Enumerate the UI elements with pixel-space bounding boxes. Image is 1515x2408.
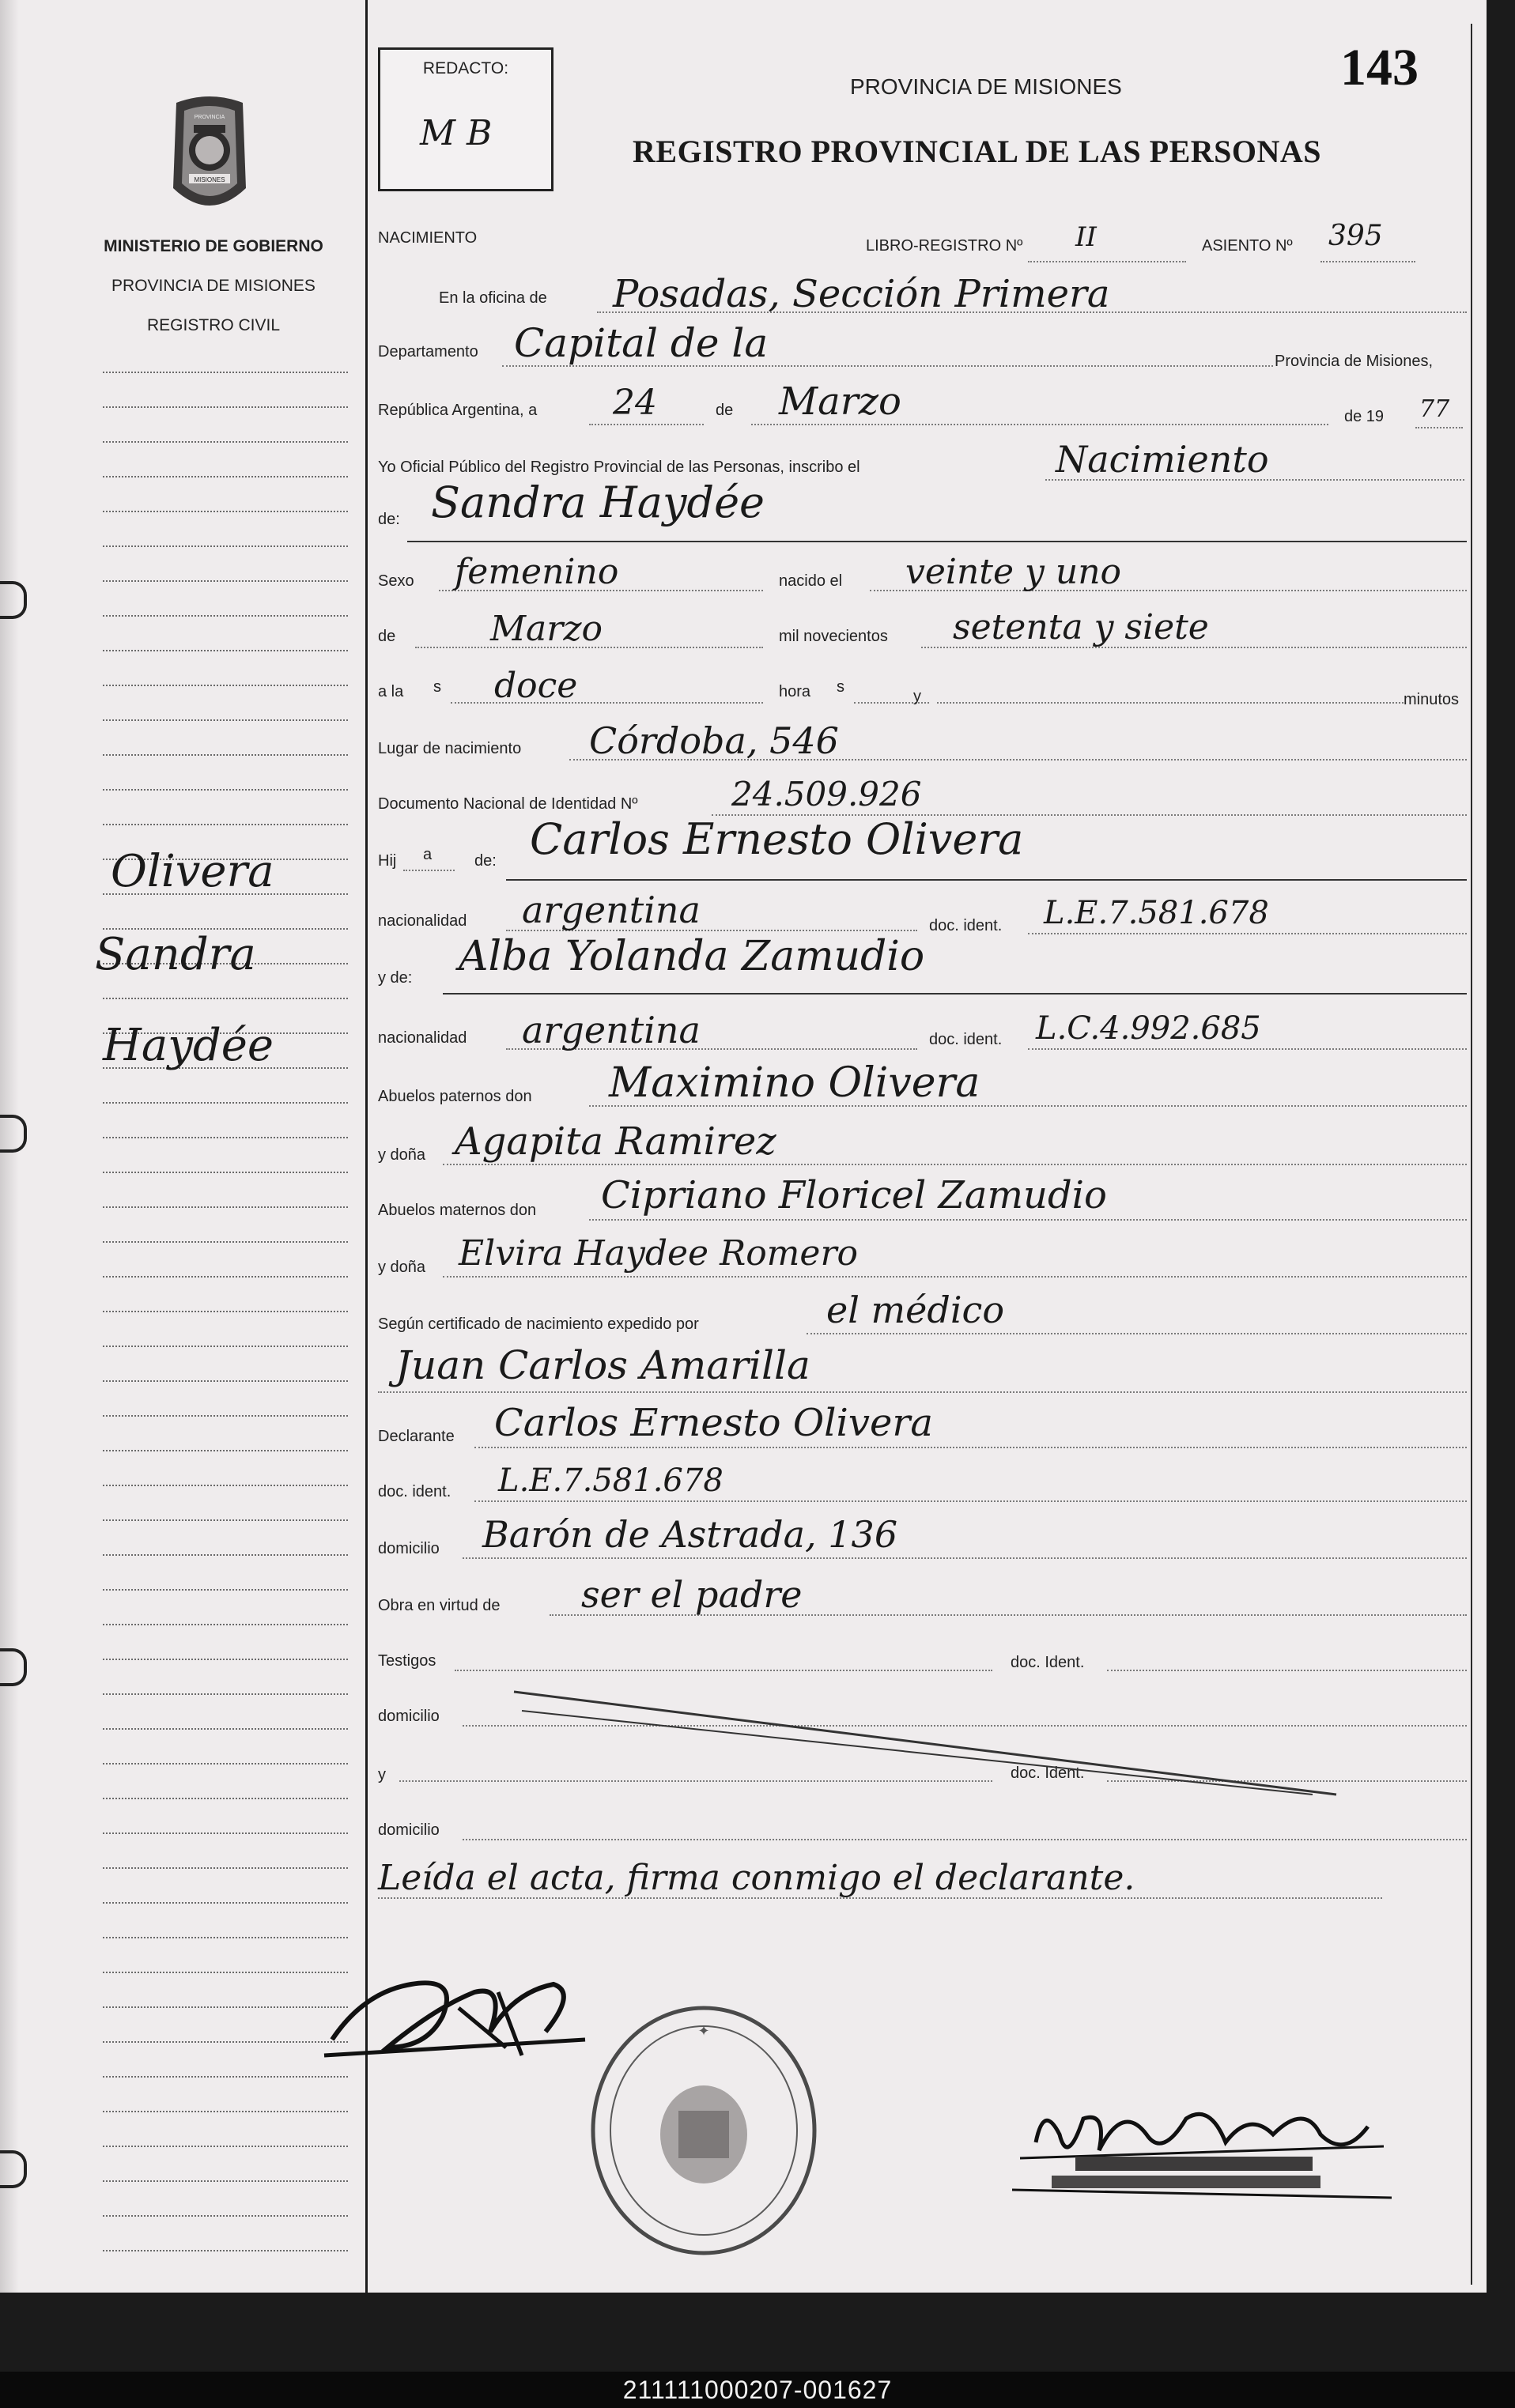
field-label: de 19 [1344, 408, 1385, 425]
handwritten-entry: Agapita Ramirez [455, 1119, 776, 1164]
ruled-line [103, 1867, 348, 1869]
ruled-line [103, 580, 348, 582]
handwritten-entry: Juan Carlos Amarilla [395, 1342, 810, 1388]
field-label: s [433, 678, 441, 696]
field-label: nacido el [779, 572, 843, 590]
ruled-line [103, 372, 348, 373]
document-title: REGISTRO PROVINCIAL DE LAS PERSONAS [633, 134, 1322, 169]
field-label: s [837, 678, 844, 696]
ruled-line [103, 1937, 348, 1938]
field-label: Sexo [378, 572, 414, 590]
field-label: y doña [378, 1259, 426, 1276]
ruled-line [103, 1450, 348, 1451]
ruled-line [103, 1206, 348, 1208]
handwritten-entry: Alba Yolanda Zamudio [459, 933, 925, 980]
field-label: República Argentina, a [378, 402, 538, 419]
dotted-fill-line [1028, 261, 1186, 262]
dotted-fill-line [937, 702, 1404, 704]
field-label: nacionalidad [378, 1029, 467, 1047]
ruled-line [103, 2250, 348, 2251]
handwritten-entry: Córdoba, 546 [589, 719, 839, 762]
ruled-line [103, 2215, 348, 2217]
closing-statement: Leída el acta, firma conmigo el declarante. [378, 1858, 1135, 1898]
dotted-fill-line [1320, 261, 1415, 262]
ruled-line [103, 1798, 348, 1799]
handwritten-entry: el médico [826, 1289, 1005, 1331]
handwritten-entry: 24.509.926 [731, 775, 922, 813]
field-label: doc. ident. [929, 1031, 1003, 1048]
ruled-line [103, 2041, 348, 2043]
ruled-line [103, 615, 348, 617]
dotted-fill-line [463, 1557, 1467, 1559]
ruled-line [103, 1241, 348, 1243]
field-label: domicilio [378, 1708, 440, 1725]
field-label: doc. Ident. [1011, 1654, 1085, 1671]
field-label: y de: [378, 969, 413, 987]
handwritten-entry: 77 [1419, 395, 1450, 423]
solid-fill-line [407, 541, 1467, 542]
ruled-line [103, 511, 348, 512]
handwritten-entry: Sandra Haydée [431, 477, 765, 527]
handwritten-entry: Posadas, Sección Primera [613, 272, 1110, 316]
ruled-line [103, 2076, 348, 2078]
ruled-line [103, 754, 348, 756]
field-label: Provincia de Misiones, [1275, 353, 1434, 370]
field-label: minutos [1404, 691, 1460, 708]
dotted-fill-line [378, 1391, 1467, 1393]
field-label: mil novecientos [779, 628, 888, 645]
field-label: a [423, 846, 433, 863]
dotted-fill-line [807, 1333, 1467, 1334]
ruled-line [103, 650, 348, 651]
dotted-fill-line [1028, 933, 1467, 934]
ruled-line [103, 1172, 348, 1173]
provincial-emblem [162, 93, 257, 220]
field-label: doc. ident. [378, 1483, 451, 1500]
dotted-fill-line [1415, 427, 1463, 428]
ruled-line [103, 1659, 348, 1660]
handwritten-entry: femenino [455, 552, 619, 592]
handwritten-entry: Marzo [490, 609, 603, 649]
dotted-fill-line [474, 1500, 1467, 1502]
dotted-fill-line [751, 424, 1328, 425]
redacto-label: REDACTO: [422, 59, 509, 77]
dotted-fill-line [443, 1164, 1467, 1165]
field-label: Abuelos paternos don [378, 1088, 532, 1105]
ruled-line [103, 2006, 348, 2008]
closing-line [378, 1897, 1382, 1899]
emblem-text: MISIONES [194, 176, 225, 183]
header-province: PROVINCIA DE MISIONES [850, 74, 1122, 99]
field-label: y doña [378, 1146, 426, 1164]
ruled-line [103, 1693, 348, 1695]
ruled-line [103, 2111, 348, 2112]
margin-given-name: Sandra [95, 929, 256, 980]
handwritten-entry: Carlos Ernesto Olivera [530, 814, 1024, 864]
field-label: y [378, 1766, 386, 1783]
handwritten-entry: argentina [522, 1009, 701, 1051]
ruled-line [103, 824, 348, 825]
official-seal [585, 2000, 822, 2261]
ruled-line [103, 1485, 348, 1486]
handwritten-entry: 395 [1328, 220, 1383, 252]
solid-fill-line [443, 993, 1467, 995]
handwritten-entry: Cipriano Floricel Zamudio [601, 1173, 1107, 1217]
ruled-line [103, 1380, 348, 1382]
ruled-line [103, 1102, 348, 1104]
field-label: Lugar de nacimiento [378, 740, 522, 757]
field-label: de [716, 402, 734, 419]
field-label: LIBRO-REGISTRO Nº [866, 237, 1023, 255]
ruled-line [103, 1554, 348, 1556]
handwritten-entry: Carlos Ernesto Olivera [494, 1401, 933, 1445]
handwritten-entry: L.E.7.581.678 [1044, 895, 1269, 931]
field-label: de [378, 628, 396, 645]
handwritten-entry: L.E.7.581.678 [498, 1463, 723, 1499]
field-label: Testigos [378, 1652, 436, 1670]
margin-divider [365, 0, 368, 2293]
handwritten-entry: II [1075, 221, 1097, 253]
handwritten-entry: Barón de Astrada, 136 [482, 1513, 898, 1556]
dotted-fill-line [589, 1219, 1467, 1221]
ruled-line [103, 998, 348, 999]
barcode-id: 211111000207-001627 [622, 2376, 893, 2404]
margin-surname: Olivera [111, 846, 274, 897]
handwritten-entry: doce [494, 666, 578, 706]
field-label: Abuelos maternos don [378, 1202, 537, 1219]
handwritten-entry: Nacimiento [1056, 438, 1269, 481]
field-label: doc. ident. [929, 917, 1003, 934]
field-label: a la [378, 683, 404, 700]
registry-name: REGISTRO CIVIL [146, 316, 281, 334]
field-label: En la oficina de [439, 289, 547, 307]
ruled-line [103, 1519, 348, 1521]
declarant-signature [316, 1961, 617, 2079]
ruled-line [103, 2146, 348, 2147]
ruled-line [103, 1624, 348, 1625]
dotted-fill-line [463, 1839, 1467, 1840]
handwritten-entry: L.C.4.992.685 [1036, 1010, 1261, 1047]
ruled-line [103, 545, 348, 547]
ruled-line [103, 1415, 348, 1417]
field-label: ASIENTO Nº [1202, 237, 1293, 255]
dotted-fill-line [1107, 1670, 1467, 1671]
emblem-text: PROVINCIA [194, 115, 225, 120]
ruled-line [103, 1346, 348, 1347]
ruled-line [103, 1763, 348, 1764]
ruled-line [103, 406, 348, 408]
dotted-fill-line [474, 1447, 1467, 1448]
ruled-line [103, 476, 348, 477]
handwritten-entry: Maximino Olivera [609, 1059, 980, 1107]
ruled-line [103, 719, 348, 721]
dotted-fill-line [1028, 1048, 1467, 1050]
dotted-fill-line [455, 1670, 992, 1671]
ruled-line [103, 1728, 348, 1730]
handwritten-entry: Elvira Haydee Romero [459, 1233, 858, 1274]
field-label: Documento Nacional de Identidad Nº [378, 795, 638, 813]
barcode-id-bar [0, 2372, 1515, 2408]
field-label: de: [378, 511, 400, 528]
svg-text:✦: ✦ [697, 2023, 710, 2039]
ruled-line [103, 685, 348, 686]
field-label: domicilio [378, 1540, 440, 1557]
field-label: Hij [378, 852, 397, 870]
ruled-line [103, 789, 348, 791]
field-label: Departamento [378, 343, 478, 360]
ruled-line [103, 1589, 348, 1591]
ruled-line [103, 1832, 348, 1834]
dotted-fill-line [403, 870, 455, 871]
ruled-line [103, 1276, 348, 1278]
redacto-initials: M B [420, 113, 493, 153]
redacto-box [378, 47, 553, 191]
ruled-line [103, 441, 348, 443]
ruled-line [103, 1972, 348, 1973]
dotted-fill-line [443, 1276, 1467, 1278]
field-label: domicilio [378, 1821, 440, 1839]
field-label: y [913, 688, 921, 705]
ruled-line [103, 1137, 348, 1138]
solid-fill-line [506, 879, 1467, 881]
margin-middle-name: Haydée [103, 1020, 274, 1071]
right-border [1471, 24, 1472, 2285]
handwritten-entry: setenta y siete [953, 607, 1209, 647]
field-label: doc. Ident. [1011, 1764, 1085, 1782]
field-label: Declarante [378, 1428, 455, 1445]
handwritten-entry: veinte y uno [905, 552, 1122, 592]
left-margin [0, 0, 367, 2293]
handwritten-entry: 24 [613, 383, 657, 423]
handwritten-entry: ser el padre [581, 1573, 803, 1616]
field-label: NACIMIENTO [378, 229, 478, 247]
official-signature [988, 2087, 1400, 2221]
field-label: de: [474, 852, 497, 870]
folio-number: 143 [1340, 39, 1419, 96]
ministry-name: MINISTERIO DE GOBIERNO [104, 237, 323, 255]
ruled-line [103, 1902, 348, 1904]
dotted-fill-line [589, 424, 704, 425]
field-label: Según certificado de nacimiento expedido por [378, 1315, 699, 1333]
field-label: Yo Oficial Público del Registro Provincial de las Personas, inscribo el [378, 459, 860, 476]
province-name: PROVINCIA DE MISIONES [111, 277, 315, 295]
handwritten-entry: Capital de la [514, 320, 769, 366]
handwritten-entry: Marzo [779, 379, 901, 424]
field-label: hora [779, 683, 811, 700]
strike-through-lines [506, 1676, 1344, 1802]
ruled-line [103, 1311, 348, 1312]
field-label: Obra en virtud de [378, 1597, 501, 1614]
field-label: nacionalidad [378, 912, 467, 930]
ruled-line [103, 2180, 348, 2182]
handwritten-entry: argentina [522, 889, 701, 931]
